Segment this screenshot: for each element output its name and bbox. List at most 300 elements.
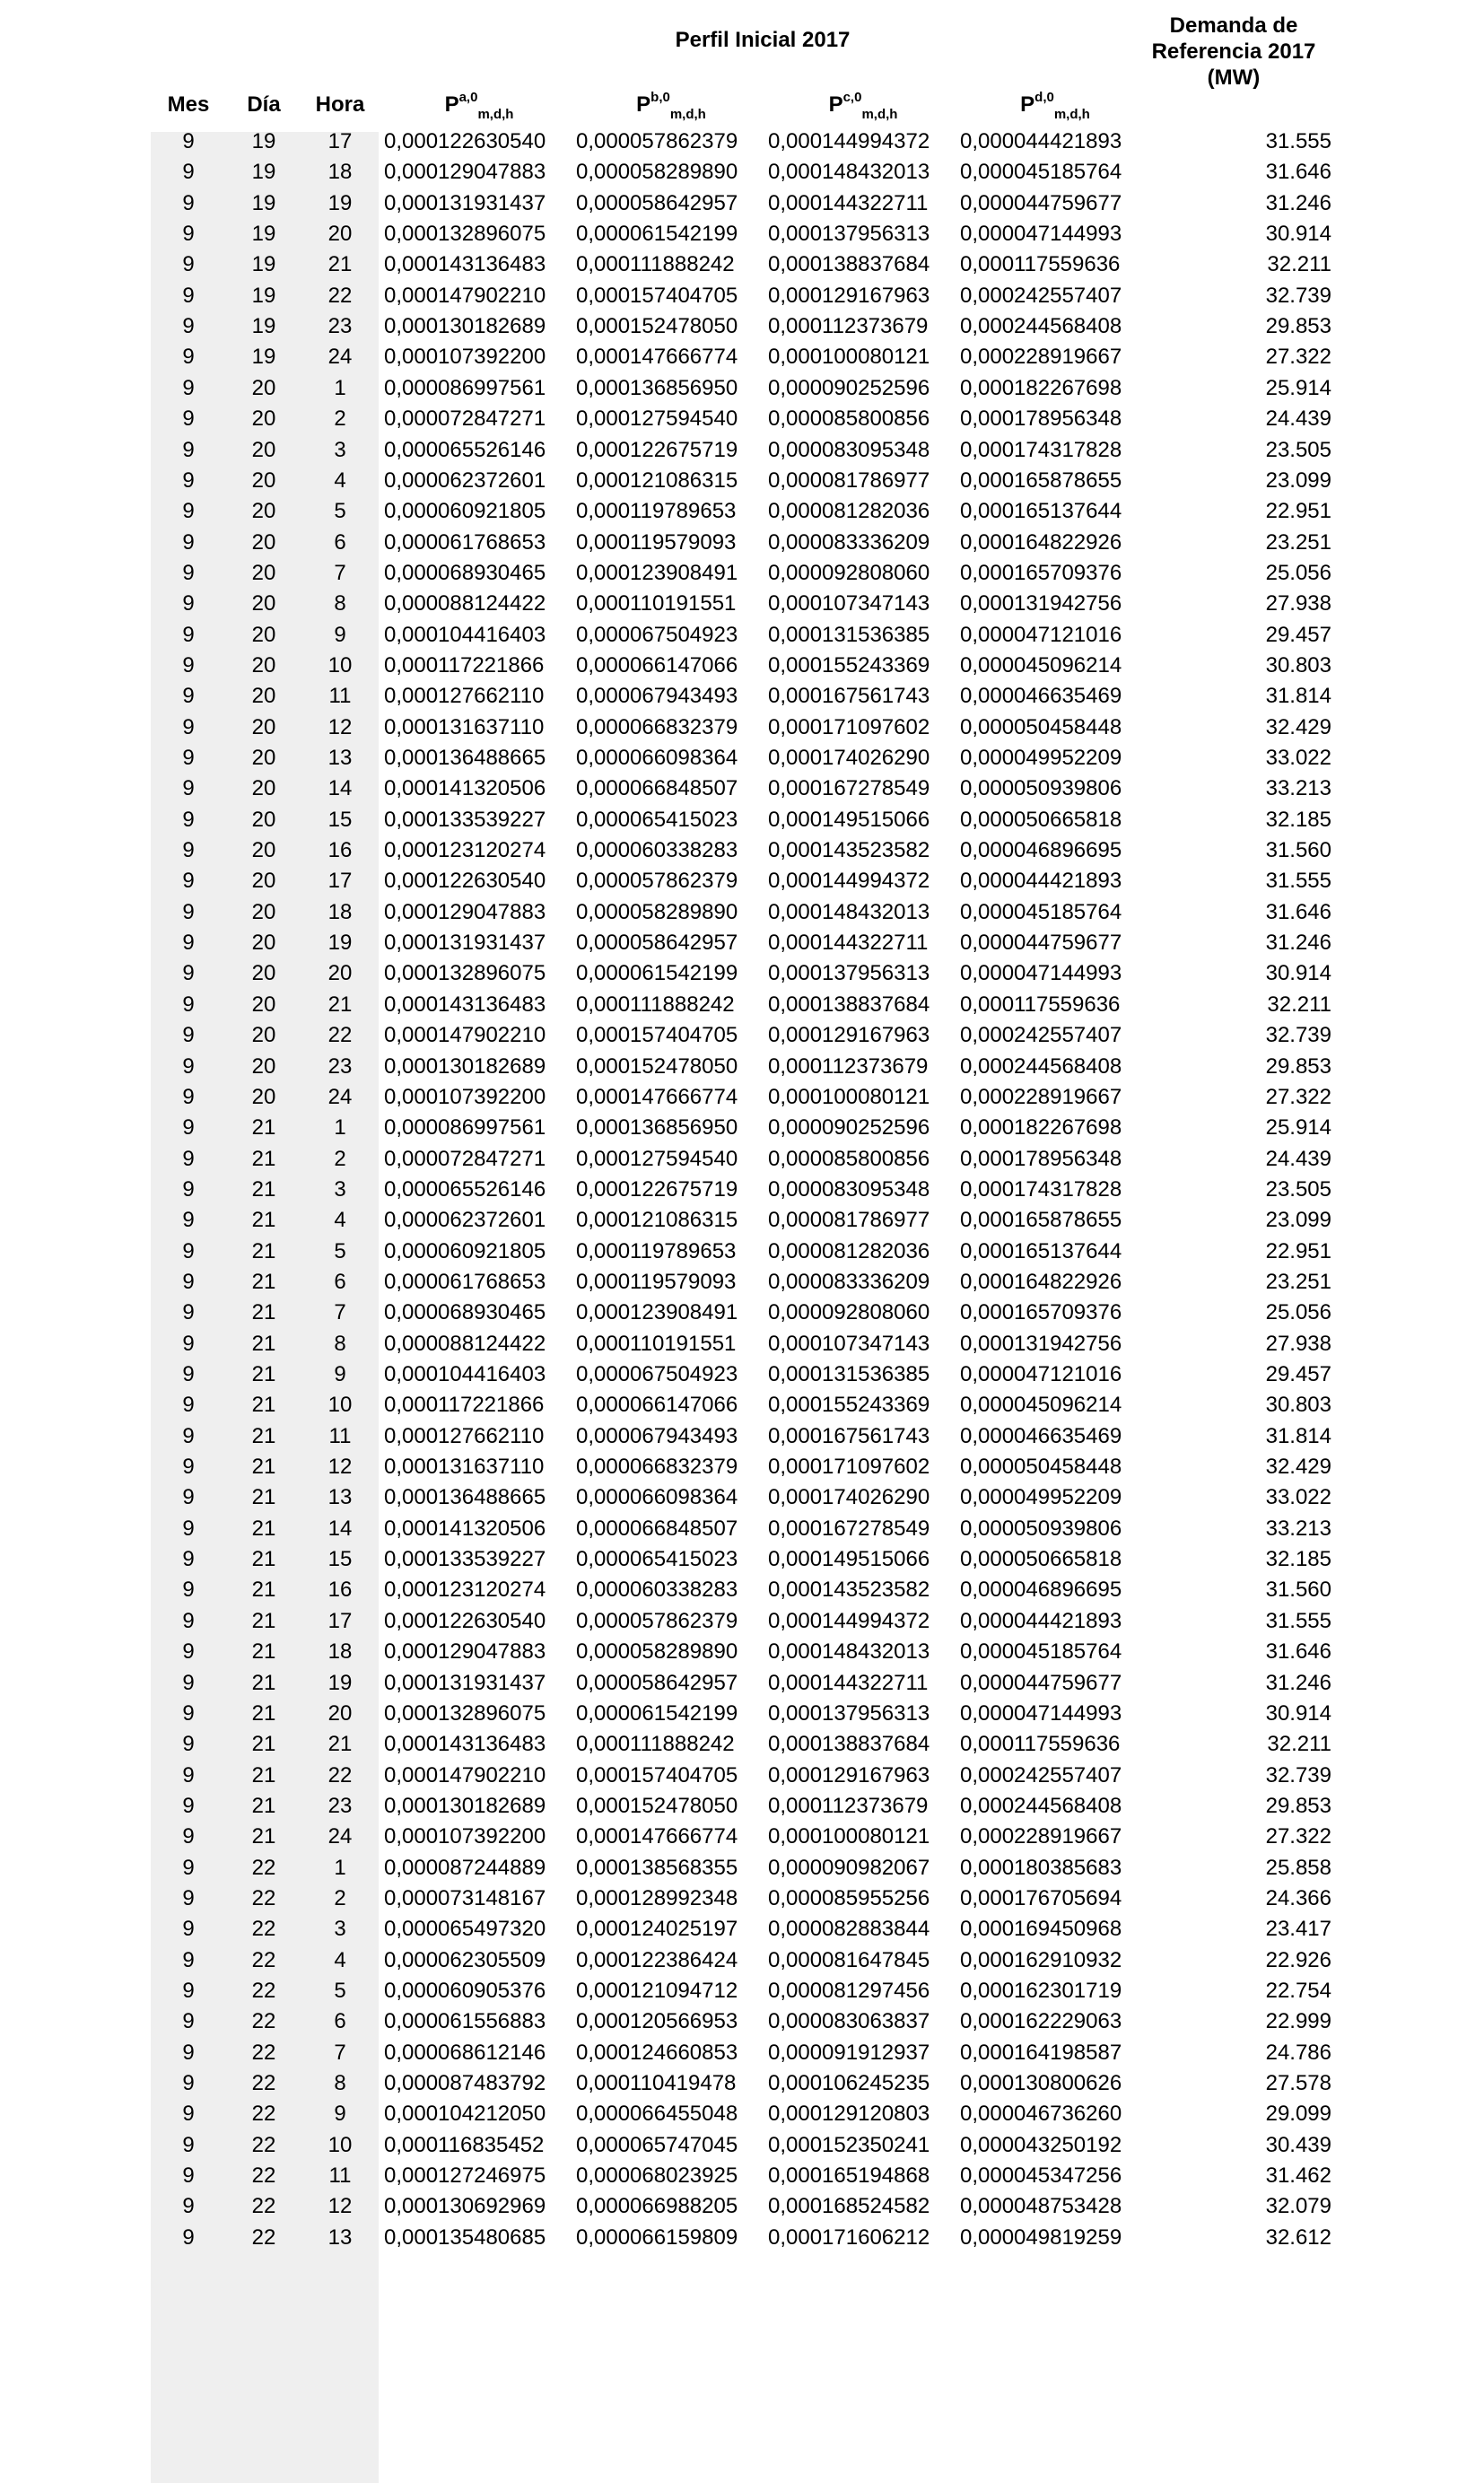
mes-cell: 9	[182, 560, 195, 585]
pd-cell: 0,000046635469	[960, 684, 1122, 709]
pc-cell: 0,000112373679	[768, 1793, 929, 1818]
pc-header	[768, 92, 958, 120]
hora-cell: 22	[327, 1762, 353, 1787]
pa-cell: 0,000132896075	[384, 961, 546, 986]
pa-cell: 0,000129047883	[384, 899, 546, 924]
pb-cell: 0,000110191551	[576, 1331, 737, 1356]
pd-cell: 0,000045096214	[960, 1393, 1122, 1418]
mes-cell: 9	[182, 222, 195, 247]
pa-cell: 0,000143136483	[384, 992, 546, 1017]
pa-cell: 0,000072847271	[384, 406, 546, 432]
table-row	[0, 1390, 1484, 1420]
pb-cell: 0,000066455048	[576, 2102, 738, 2127]
pa-cell: 0,000068930465	[384, 560, 546, 585]
dia-cell: 20	[251, 499, 276, 524]
mes-cell: 9	[182, 2194, 195, 2219]
pc-cell: 0,000091912937	[768, 2040, 930, 2065]
table-row	[0, 1761, 1484, 1791]
table-row	[0, 1421, 1484, 1452]
pc-cell: 0,000100080121	[768, 1084, 930, 1109]
pc-cell: 0,000081786977	[768, 1208, 930, 1233]
pd-cell: 0,000046736260	[960, 2102, 1122, 2127]
demanda-cell: 24.786	[1265, 2040, 1331, 2065]
demanda-cell: 25.914	[1265, 1115, 1331, 1141]
table-row	[0, 1205, 1484, 1236]
demanda-cell: 32.211	[1267, 992, 1331, 1017]
demanda-cell: 23.251	[1265, 529, 1331, 555]
dia-cell: 21	[251, 1115, 276, 1141]
pa-cell: 0,000061768653	[384, 1269, 546, 1294]
mes-cell: 9	[182, 1485, 195, 1510]
hora-cell: 6	[334, 1269, 346, 1294]
dia-cell: 20	[251, 961, 276, 986]
hora-cell: 18	[327, 899, 353, 924]
dia-cell: 22	[251, 2163, 276, 2189]
demanda-cell: 30.914	[1265, 222, 1331, 247]
pb-base: P	[636, 92, 651, 117]
pc-cell: 0,000138837684	[768, 252, 930, 277]
pd-cell: 0,000176705694	[960, 1885, 1122, 1910]
dia-cell: 20	[251, 1053, 276, 1079]
pa-cell: 0,000104212050	[384, 2102, 546, 2127]
pb-cell: 0,000119579093	[576, 1269, 737, 1294]
pc-cell: 0,000129167963	[768, 283, 930, 308]
demanda-cell: 33.022	[1265, 746, 1331, 770]
pc-cell: 0,000144322711	[768, 1670, 929, 1695]
hora-cell: 15	[327, 1547, 353, 1572]
pc-cell: 0,000167561743	[768, 684, 930, 709]
pd-cell: 0,000162910932	[960, 1947, 1122, 1972]
pd-cell: 0,000174317828	[960, 437, 1122, 462]
pb-cell: 0,000065747045	[576, 2132, 738, 2157]
dia-cell: 20	[251, 406, 276, 432]
hora-cell: 17	[327, 129, 353, 153]
pb-cell: 0,000058642957	[576, 931, 738, 956]
pc-cell: 0,000090982067	[768, 1855, 930, 1880]
pd-cell: 0,000174317828	[960, 1176, 1122, 1202]
pd-cell: 0,000182267698	[960, 1115, 1122, 1141]
dia-cell: 21	[251, 1485, 276, 1510]
dia-cell: 21	[251, 1423, 276, 1448]
mes-cell: 9	[182, 468, 195, 493]
dia-cell: 22	[251, 1947, 276, 1972]
mes-cell: 9	[182, 1423, 195, 1448]
hora-cell: 22	[327, 283, 353, 308]
dia-cell: 21	[251, 1670, 276, 1695]
pd-cell: 0,000228919667	[960, 345, 1122, 370]
hora-cell: 6	[334, 2009, 346, 2034]
mes-cell: 9	[182, 714, 195, 739]
table-row	[0, 157, 1484, 188]
mes-cell: 9	[182, 1670, 195, 1695]
dia-cell: 20	[251, 899, 276, 924]
pd-cell: 0,000178956348	[960, 1146, 1122, 1171]
dia-cell: 20	[251, 992, 276, 1017]
table-row	[0, 1020, 1484, 1051]
pb-cell: 0,000147666774	[576, 345, 738, 370]
pb-cell: 0,000127594540	[576, 1146, 738, 1171]
dia-cell: 20	[251, 807, 276, 832]
pb-cell: 0,000147666774	[576, 1084, 738, 1109]
mes-cell: 9	[182, 529, 195, 555]
mes-cell: 9	[182, 1917, 195, 1942]
pc-cell: 0,000106245235	[768, 2071, 930, 2096]
dia-cell: 22	[251, 2132, 276, 2157]
pc-cell: 0,000131536385	[768, 622, 930, 647]
mes-cell: 9	[182, 1547, 195, 1572]
mes-cell: 9	[182, 2102, 195, 2127]
pc-cell: 0,000090252596	[768, 375, 930, 400]
pd-cell: 0,000046896695	[960, 838, 1122, 863]
hora-cell: 4	[334, 468, 346, 493]
hora-cell: 5	[334, 1979, 346, 2003]
dia-cell: 21	[251, 1608, 276, 1633]
pb-cell: 0,000119789653	[576, 1238, 737, 1263]
table-row	[0, 311, 1484, 342]
hora-cell: 5	[334, 1238, 346, 1263]
pc-cell: 0,000152350241	[768, 2132, 930, 2157]
demanda-cell: 29.853	[1265, 1793, 1331, 1818]
pb-cell: 0,000061542199	[576, 222, 738, 247]
pc-cell: 0,000129120803	[768, 2102, 930, 2127]
pb-cell: 0,000122675719	[576, 1176, 738, 1202]
table-row	[0, 342, 1484, 372]
dia-cell: 21	[251, 1578, 276, 1603]
pc-cell: 0,000137956313	[768, 1700, 930, 1726]
pd-cell: 0,000130800626	[960, 2071, 1122, 2096]
mes-cell: 9	[182, 591, 195, 616]
pa-sub: m,d,h	[477, 107, 514, 122]
hora-cell: 1	[334, 375, 346, 400]
table-row	[0, 1914, 1484, 1945]
pd-cell: 0,000165878655	[960, 468, 1122, 493]
pd-cell: 0,000164822926	[960, 1269, 1122, 1294]
table-row	[0, 1514, 1484, 1544]
pd-cell: 0,000045185764	[960, 160, 1122, 185]
mes-cell: 9	[182, 1885, 195, 1910]
pb-cell: 0,000067943493	[576, 1423, 738, 1448]
pc-cell: 0,000174026290	[768, 746, 930, 770]
pa-cell: 0,000122630540	[384, 869, 546, 894]
demanda-cell: 30.803	[1265, 652, 1331, 677]
pd-cell: 0,000165709376	[960, 1300, 1122, 1325]
pc-cell: 0,000100080121	[768, 345, 930, 370]
table-row	[0, 1884, 1484, 1914]
demanda-cell: 23.099	[1265, 1208, 1331, 1233]
pb-cell: 0,000058289890	[576, 1639, 738, 1665]
pa-cell: 0,000061768653	[384, 529, 546, 555]
mes-cell: 9	[182, 622, 195, 647]
hora-cell: 23	[327, 314, 353, 339]
demanda-header-line3: (MW)	[1207, 66, 1261, 90]
table-row	[0, 1699, 1484, 1729]
pd-cell: 0,000164198587	[960, 2040, 1122, 2065]
demanda-cell: 24.439	[1265, 1146, 1331, 1171]
pd-cell: 0,000178956348	[960, 406, 1122, 432]
dia-cell: 20	[251, 746, 276, 770]
hora-cell: 23	[327, 1053, 353, 1079]
hora-cell: 3	[334, 1917, 346, 1942]
mes-cell: 9	[182, 776, 195, 801]
mes-cell: 9	[182, 1053, 195, 1079]
dia-cell: 19	[251, 222, 276, 247]
dia-cell: 21	[251, 1639, 276, 1665]
dia-cell: 22	[251, 2009, 276, 2034]
pa-cell: 0,000147902210	[384, 1762, 546, 1787]
pb-cell: 0,000066848507	[576, 1516, 738, 1541]
pa-cell: 0,000129047883	[384, 1639, 546, 1665]
pb-cell: 0,000060338283	[576, 1578, 738, 1603]
hora-cell: 10	[327, 652, 353, 677]
table-row	[0, 651, 1484, 681]
mes-cell: 9	[182, 1084, 195, 1109]
pa-cell: 0,000086997561	[384, 375, 546, 400]
mes-cell: 9	[182, 652, 195, 677]
dia-cell: 19	[251, 252, 276, 277]
table-row	[0, 1082, 1484, 1113]
mes-cell: 9	[182, 160, 195, 185]
hora-cell: 13	[327, 1485, 353, 1510]
pb-cell: 0,000110191551	[576, 591, 737, 616]
demanda-cell: 23.099	[1265, 468, 1331, 493]
pc-cell: 0,000082883844	[768, 1917, 930, 1942]
pb-cell: 0,000057862379	[576, 869, 738, 894]
demanda-cell: 31.246	[1265, 931, 1331, 956]
demanda-cell: 23.417	[1265, 1917, 1331, 1942]
pb-cell: 0,000152478050	[576, 1053, 738, 1079]
mes-cell: 9	[182, 1269, 195, 1294]
dia-cell: 20	[251, 652, 276, 677]
pa-cell: 0,000132896075	[384, 1700, 546, 1726]
pb-cell: 0,000066159809	[576, 2224, 738, 2250]
pd-cell: 0,000117559636	[960, 1732, 1121, 1757]
pa-cell: 0,000133539227	[384, 807, 546, 832]
pb-cell: 0,000058289890	[576, 160, 738, 185]
pd-cell: 0,000228919667	[960, 1824, 1122, 1849]
pc-cell: 0,000148432013	[768, 1639, 930, 1665]
pb-cell: 0,000120566953	[576, 2009, 738, 2034]
pb-cell: 0,000128992348	[576, 1885, 738, 1910]
pc-cell: 0,000092808060	[768, 1300, 930, 1325]
pc-cell: 0,000171097602	[768, 1455, 930, 1480]
mes-cell: 9	[182, 1947, 195, 1972]
dia-cell: 21	[251, 1547, 276, 1572]
pd-cell: 0,000044759677	[960, 931, 1122, 956]
table-row	[0, 2191, 1484, 2222]
pd-cell: 0,000165878655	[960, 1208, 1122, 1233]
dia-cell: 22	[251, 2040, 276, 2065]
pb-cell: 0,000057862379	[576, 1608, 738, 1633]
demanda-cell: 32.079	[1265, 2194, 1331, 2219]
pc-cell: 0,000149515066	[768, 1547, 930, 1572]
mes-cell: 9	[182, 129, 195, 153]
pa-cell: 0,000065526146	[384, 437, 546, 462]
pa-cell: 0,000060921805	[384, 1238, 546, 1263]
hora-cell: 10	[327, 1393, 353, 1418]
demanda-cell: 32.211	[1267, 1732, 1331, 1757]
dia-cell: 20	[251, 931, 276, 956]
table-row	[0, 127, 1484, 157]
demanda-cell: 29.457	[1265, 622, 1331, 647]
pa-cell: 0,000141320506	[384, 776, 546, 801]
mes-cell: 9	[182, 1762, 195, 1787]
table-row	[0, 1052, 1484, 1082]
mes-cell: 9	[182, 1300, 195, 1325]
pd-cell: 0,000050458448	[960, 1455, 1122, 1480]
dia-cell: 20	[251, 1084, 276, 1109]
dia-cell: 21	[251, 1331, 276, 1356]
pc-cell: 0,000131536385	[768, 1362, 930, 1386]
hora-cell: 4	[334, 1947, 346, 1972]
table-row	[0, 1637, 1484, 1667]
hora-cell: 12	[327, 2194, 353, 2219]
table-row	[0, 1575, 1484, 1605]
demanda-cell: 25.858	[1265, 1855, 1331, 1880]
pa-cell: 0,000131637110	[384, 1455, 545, 1480]
demanda-cell: 31.814	[1265, 684, 1331, 709]
pc-cell: 0,000083063837	[768, 2009, 930, 2034]
table-row	[0, 496, 1484, 527]
pd-cell: 0,000045347256	[960, 2163, 1122, 2189]
pc-cell: 0,000081786977	[768, 468, 930, 493]
hora-cell: 12	[327, 714, 353, 739]
mes-cell: 9	[182, 2224, 195, 2250]
dia-cell: 19	[251, 283, 276, 308]
pc-cell: 0,000112373679	[768, 1053, 929, 1079]
pb-cell: 0,000124660853	[576, 2040, 738, 2065]
pb-cell: 0,000121094712	[576, 1979, 738, 2003]
hora-cell: 2	[334, 1885, 346, 1910]
demanda-cell: 32.739	[1265, 1762, 1331, 1787]
hora-cell: 11	[328, 684, 352, 709]
mes-cell: 9	[182, 1824, 195, 1849]
pb-cell: 0,000121086315	[576, 1208, 738, 1233]
pd-cell: 0,000046635469	[960, 1423, 1122, 1448]
pa-cell: 0,000130182689	[384, 314, 546, 339]
pc-cell: 0,000090252596	[768, 1115, 930, 1141]
table-row	[0, 2099, 1484, 2129]
mes-cell: 9	[182, 931, 195, 956]
dia-cell: 22	[251, 1885, 276, 1910]
table-row	[0, 1945, 1484, 1976]
dia-cell: 20	[251, 714, 276, 739]
mes-cell: 9	[182, 1700, 195, 1726]
demanda-header-line1: Demanda de	[1169, 13, 1298, 38]
pb-cell: 0,000065415023	[576, 807, 738, 832]
perfil-title: Perfil Inicial 2017	[675, 28, 851, 52]
pb-cell: 0,000060338283	[576, 838, 738, 863]
pa-cell: 0,000060905376	[384, 1979, 546, 2003]
dia-cell: 22	[251, 2071, 276, 2096]
hora-cell: 7	[334, 1300, 346, 1325]
demanda-cell: 31.246	[1265, 190, 1331, 215]
dia-cell: 21	[251, 1300, 276, 1325]
hora-cell: 8	[334, 2071, 346, 2096]
pc-cell: 0,000143523582	[768, 838, 930, 863]
pd-cell: 0,000242557407	[960, 283, 1122, 308]
hora-cell: 22	[327, 1023, 353, 1048]
table-row	[0, 1482, 1484, 1513]
pb-cell: 0,000123908491	[576, 560, 738, 585]
mes-header: Mes	[167, 92, 210, 117]
table-row	[0, 2006, 1484, 2037]
table-row	[0, 528, 1484, 558]
pa-cell: 0,000123120274	[384, 1578, 546, 1603]
table-row	[0, 1175, 1484, 1205]
pd-cell: 0,000162229063	[960, 2009, 1122, 2034]
pc-cell: 0,000148432013	[768, 160, 930, 185]
pb-cell: 0,000136856950	[576, 375, 738, 400]
pb-cell: 0,000066848507	[576, 776, 738, 801]
pa-cell: 0,000060921805	[384, 499, 546, 524]
table-row	[0, 1791, 1484, 1822]
pa-cell: 0,000147902210	[384, 1023, 546, 1048]
pd-cell: 0,000164822926	[960, 529, 1122, 555]
pd-cell: 0,000244568408	[960, 314, 1122, 339]
pb-cell: 0,000066832379	[576, 714, 738, 739]
table-row	[0, 2223, 1484, 2253]
demanda-cell: 31.555	[1265, 869, 1331, 894]
pb-cell: 0,000058642957	[576, 190, 738, 215]
demanda-cell: 31.560	[1265, 838, 1331, 863]
table-row	[0, 1113, 1484, 1143]
pd-cell: 0,000046896695	[960, 1578, 1122, 1603]
hora-cell: 20	[327, 961, 353, 986]
hora-cell: 9	[334, 622, 346, 647]
pa-cell: 0,000141320506	[384, 1516, 546, 1541]
pb-cell: 0,000119579093	[576, 529, 737, 555]
pd-cell: 0,000050665818	[960, 1547, 1122, 1572]
dia-cell: 20	[251, 591, 276, 616]
pb-cell: 0,000122675719	[576, 437, 738, 462]
pa-cell: 0,000143136483	[384, 1732, 546, 1757]
pb-cell: 0,000058289890	[576, 899, 738, 924]
pb-cell: 0,000157404705	[576, 1023, 738, 1048]
demanda-cell: 24.439	[1265, 406, 1331, 432]
table-row	[0, 990, 1484, 1020]
mes-cell: 9	[182, 869, 195, 894]
demanda-cell: 27.322	[1265, 1824, 1331, 1849]
hora-cell: 2	[334, 1146, 346, 1171]
pa-cell: 0,000104416403	[384, 622, 546, 647]
dia-cell: 20	[251, 838, 276, 863]
demanda-cell: 32.739	[1265, 1023, 1331, 1048]
pb-cell: 0,000066832379	[576, 1455, 738, 1480]
pc-cell: 0,000081282036	[768, 499, 930, 524]
pc-cell: 0,000081647845	[768, 1947, 930, 1972]
dia-cell: 21	[251, 1700, 276, 1726]
dia-cell: 21	[251, 1208, 276, 1233]
table-row	[0, 897, 1484, 928]
pa-cell: 0,000130182689	[384, 1793, 546, 1818]
dia-cell: 22	[251, 2224, 276, 2250]
pc-cell: 0,000144994372	[768, 1608, 930, 1633]
pa-cell: 0,000088124422	[384, 591, 546, 616]
hora-cell: 19	[327, 1670, 353, 1695]
pc-sup: c,0	[842, 90, 862, 105]
pd-cell: 0,000050665818	[960, 807, 1122, 832]
pa-base: P	[444, 92, 459, 117]
mes-cell: 9	[182, 1238, 195, 1263]
demanda-cell: 33.213	[1265, 1516, 1331, 1541]
hora-cell: 10	[327, 2132, 353, 2157]
dia-cell: 22	[251, 2194, 276, 2219]
pa-cell: 0,000127662110	[384, 684, 545, 709]
pc-cell: 0,000155243369	[768, 1393, 930, 1418]
table-row	[0, 219, 1484, 249]
mes-cell: 9	[182, 2040, 195, 2065]
mes-cell: 9	[182, 807, 195, 832]
